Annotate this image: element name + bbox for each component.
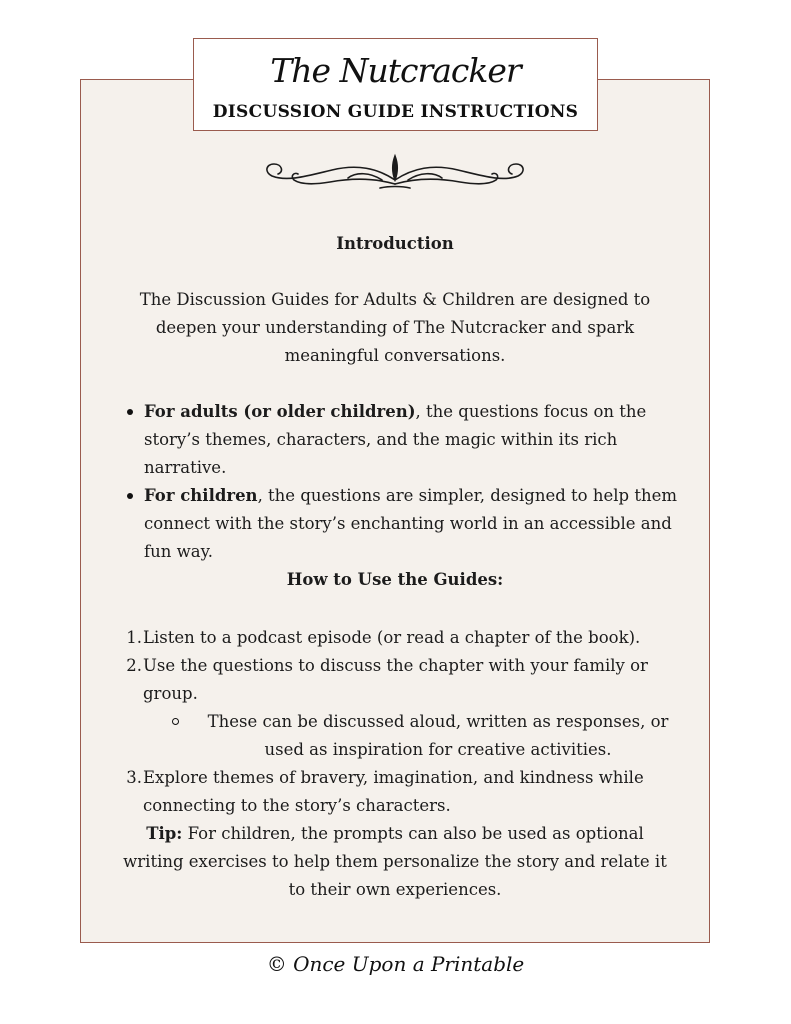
tip-text: For children, the prompts can also be used as optional writing exercises to help them personalize the story and relate it to their own experiences. xyxy=(123,824,667,899)
introduction-paragraph-wrap xyxy=(80,286,710,370)
ornament-flourish-icon xyxy=(262,150,528,198)
page-title: DISCUSSION GUIDE INSTRUCTIONS xyxy=(212,102,579,122)
bullet-text: , the questions are simpler, designed to help them connect with the story’s enchanting world in an accessible and fun way. xyxy=(144,486,677,561)
introduction-section xyxy=(80,230,710,258)
list-item xyxy=(80,652,710,708)
step-number: 2. xyxy=(126,656,142,675)
how-to-section xyxy=(80,566,710,594)
steps-list xyxy=(80,624,710,820)
introduction-heading: Introduction xyxy=(336,234,454,253)
title-box xyxy=(193,38,598,131)
circle-bullet-icon xyxy=(172,718,179,725)
introduction-paragraph: The Discussion Guides for Adults & Children are designed to deepen your understanding of The Nutcracker and spark meaningful conversations. xyxy=(139,290,651,365)
bullet-text: , the questions focus on the story’s themes, characters, and the magic within its rich narrative. xyxy=(144,402,647,477)
audience-list xyxy=(80,398,710,566)
step-text: Use the questions to discuss the chapter with your family or group. xyxy=(143,656,648,703)
step-text: Listen to a podcast episode (or read a chapter of the book). xyxy=(143,628,641,647)
sub-bullet-text: These can be discussed aloud, written as responses, or used as inspiration for creative activities. xyxy=(207,712,669,759)
bullet-bold: For adults (or older children) xyxy=(144,402,416,421)
tip-paragraph xyxy=(80,820,710,904)
list-item xyxy=(80,482,710,566)
brand-name: Once Upon a Printable xyxy=(293,952,525,976)
tip-label: Tip: xyxy=(146,824,183,843)
step-text: Explore themes of bravery, imagination, and kindness while connecting to the story’s characters. xyxy=(143,768,644,815)
list-item xyxy=(80,398,710,482)
copyright-icon: © xyxy=(266,952,287,976)
bullet-bold: For children xyxy=(144,486,258,505)
list-item xyxy=(80,764,710,820)
tip-section xyxy=(80,820,710,904)
sub-list-item xyxy=(80,708,710,764)
bullet-icon xyxy=(127,409,133,415)
step-number: 1. xyxy=(126,628,142,647)
list-item xyxy=(80,624,710,652)
bullet-icon xyxy=(127,493,133,499)
how-to-heading: How to Use the Guides: xyxy=(286,570,504,589)
step-number: 3. xyxy=(126,768,142,787)
footer-brand xyxy=(0,952,791,976)
script-title: The Nutcracker xyxy=(270,51,521,90)
